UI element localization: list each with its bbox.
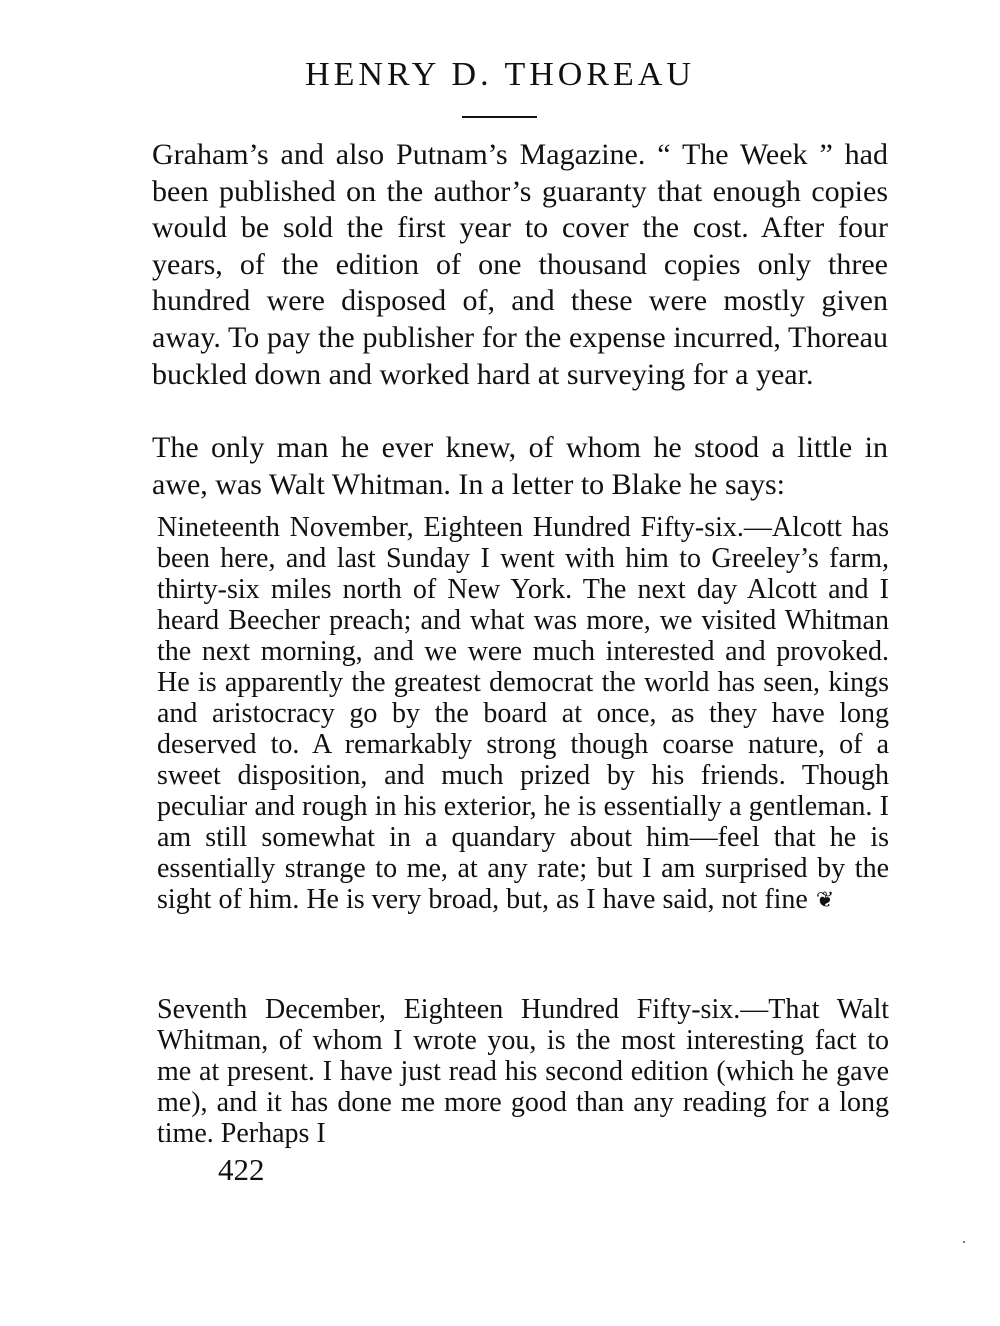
running-head: HENRY D. THOREAU bbox=[305, 56, 695, 93]
body-paragraph-whitman-intro: The only man he ever knew, of whom he stood a little in awe, was Walt Whitman. In a letter to Blake he says: bbox=[152, 431, 888, 501]
scan-speck bbox=[963, 1241, 965, 1243]
letter-excerpt-november bbox=[157, 512, 889, 915]
body-paragraph-publication: Graham’s and also Putnam’s Magazine. “ The Week ” had been published on the author’s guaranty that enough copies would be sold the first year to cover the cost. After four years, of the edition of one thousand copies only three hundred were disposed of, and these were mostly given away. To pay the publisher for the expense incurred, Thoreau buckled down and worked hard at surveying for a year. bbox=[152, 138, 888, 391]
letter-excerpt-november-text: Nineteenth November, Eighteen Hundred Fifty-six.—Alcott has been here, and last Sunday I went with him to Greeley’s farm, thirty-six miles north of New York. The next day Alcott and I heard Beecher preach; and what was more, we visited Whitman the next morning, and we were much interested and provoked. He is apparently the greatest democrat the world has seen, kings and aristocracy go by the board at once, as they have long deserved to. A remarkably strong though coarse nature, of a sweet disposition, and much prized by his friends. Though peculiar and rough in his exterior, he is essentially a gentleman. I am still somewhat in a quandary about him—feel that he is essentially strange to me, at any rate; but I am surprised by the sight of him. He is very broad, but, as I have said, not fine bbox=[157, 512, 889, 915]
header-rule bbox=[462, 116, 537, 118]
ornament-icon: ❦ bbox=[815, 887, 835, 912]
page-number: 422 bbox=[218, 1152, 265, 1187]
letter-excerpt-december: Seventh December, Eighteen Hundred Fifty-six.—That Walt Whitman, of whom I wrote you, is the most interesting fact to me at present. I have just read his second edition (which he gave me), and it has done me more good than any reading for a long time. Perhaps I bbox=[157, 994, 889, 1149]
